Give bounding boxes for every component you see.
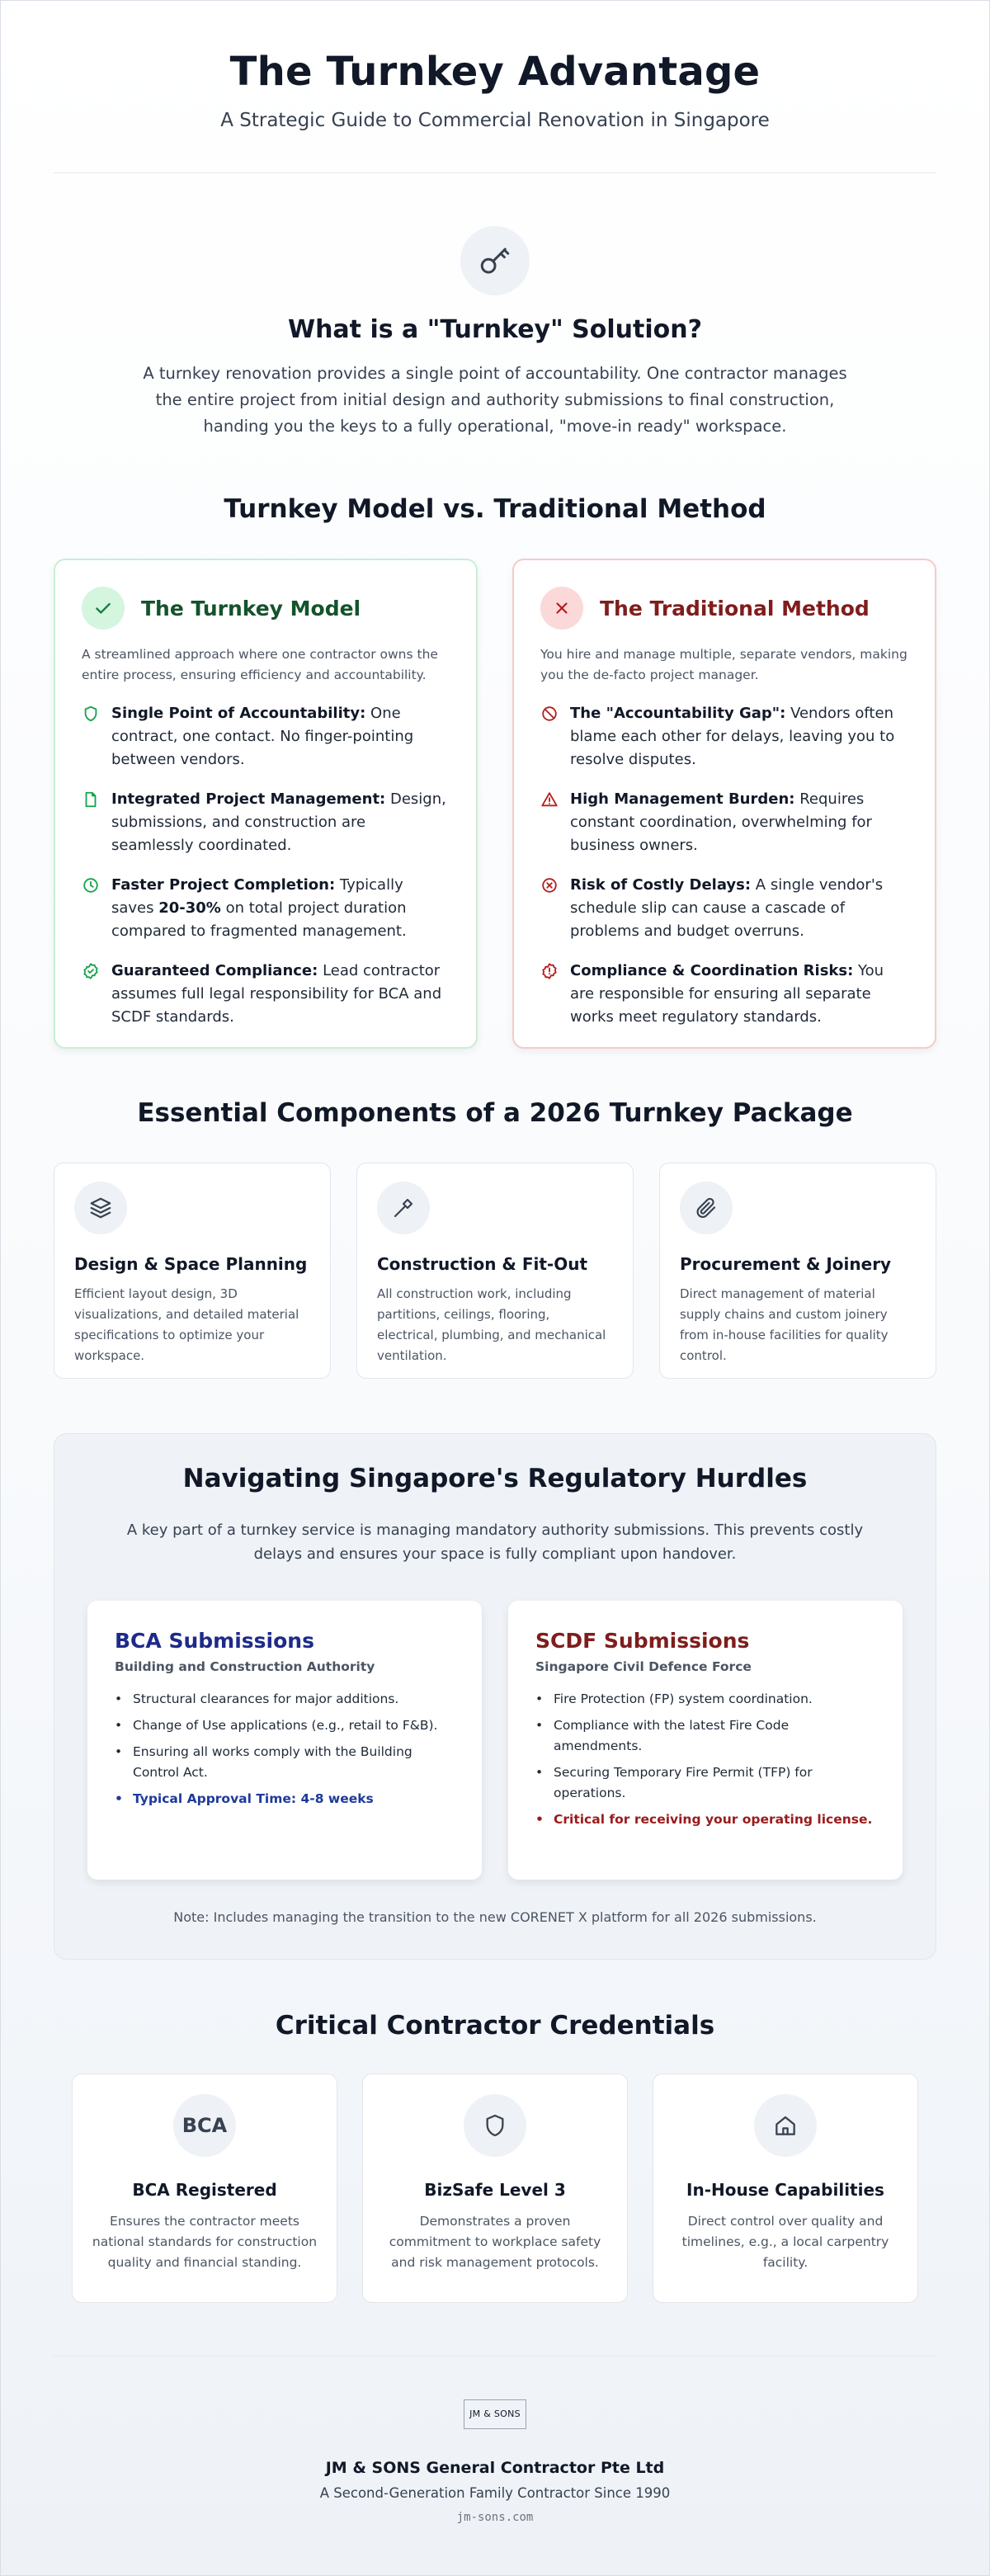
component-text: Direct management of material supply chains and custom joinery from in-house facilities for quality control. [680,1286,889,1363]
ban-icon [540,702,570,771]
x-icon [540,587,583,630]
component-card-construction [356,1163,634,1379]
list-item [540,788,908,857]
company-name: JM & SONS General Contractor Pte Ltd [325,2459,665,2477]
list-item [82,960,450,1029]
point-title: Single Point of Accountability: [111,705,366,722]
components-title: Essential Components of a 2026 Turnkey Package [137,1098,853,1128]
footer-divider [54,2356,936,2357]
clock-icon [82,874,111,943]
traditional-description: You hire and manage multiple, separate vendors, making you the de-facto project manager. [540,647,908,682]
credential-card-bca [72,2074,337,2303]
scdf-submissions-card [508,1601,903,1880]
alert-badge-icon [540,960,570,1029]
regulatory-title: Navigating Singapore's Regulatory Hurdles [182,1464,808,1493]
point-text: A single vendor's schedule slip can cause a cascade of problems and budget overruns. [570,876,884,940]
credentials-title: Critical Contractor Credentials [275,2011,715,2041]
component-card-procurement [659,1163,936,1379]
badge-check-icon [82,960,111,1029]
component-heading: Design & Space Planning [74,1254,308,1274]
credential-card-bizsafe [362,2074,628,2303]
bca-highlight: • Typical Approval Time: 4-8 weeks [115,1789,455,1809]
home-icon [754,2094,817,2157]
components-section [54,1163,936,1379]
point-title: Integrated Project Management: [111,790,386,808]
bca-heading: BCA Submissions [115,1629,314,1653]
point-title: Compliance & Coordination Risks: [570,962,854,979]
page-title: The Turnkey Advantage [229,49,761,95]
page-footer [54,2399,936,2524]
component-heading: Construction & Fit-Out [377,1254,588,1274]
shield-icon [82,702,111,771]
list-item [82,702,450,771]
list-item: • Structural clearances for major additions. [115,1689,455,1710]
point-title: Guaranteed Compliance: [111,962,318,979]
scdf-org: Singapore Civil Defence Force [535,1659,752,1674]
component-heading: Procurement & Joinery [680,1254,892,1274]
traditional-method-card [512,559,936,1049]
check-icon [82,587,125,630]
list-item: • Change of Use applications (e.g., retail to F&B). [115,1715,455,1736]
shield-icon [464,2094,526,2157]
layers-icon [74,1182,127,1234]
bca-submissions-card [87,1601,482,1880]
point-title: The "Accountability Gap": [570,705,786,722]
list-item [540,960,908,1029]
component-card-design [54,1163,331,1379]
component-text: Efficient layout design, 3D visualizations, and detailed material specifications to optimize your workspace. [74,1286,299,1363]
hammer-icon [377,1182,430,1234]
turnkey-model-card [54,559,478,1049]
comparison-title: Turnkey Model vs. Traditional Method [224,494,766,524]
intro-body: A turnkey renovation provides a single point of accountability. One contractor manages the entire project from initial design and authority submissions to final construction, handing you the keys to a fully operational, "move-in ready" workspace. [143,364,847,436]
credential-heading: In-House Capabilities [686,2180,884,2200]
point-title: Faster Project Completion: [111,876,336,894]
x-circle-icon [540,874,570,943]
point-text: Vendors often blame each other for delays, leaving you to resolve disputes. [570,705,895,768]
company-tagline: A Second-Generation Family Contractor Since 1990 [319,2485,671,2501]
point-title: Risk of Costly Delays: [570,876,752,894]
list-item: • Securing Temporary Fire Permit (TFP) for operations. [535,1762,875,1804]
list-item [540,702,908,771]
regulatory-note: Note: Includes managing the transition to the new CORENET X platform for all 2026 submissions. [173,1909,817,1925]
key-icon [460,226,530,295]
credential-text: Demonstrates a proven commitment to workplace safety and risk management protocols. [389,2214,601,2270]
intro-heading: What is a "Turnkey" Solution? [287,315,703,344]
regulatory-section [54,1433,936,1960]
page-header [54,1,936,131]
turnkey-heading: The Turnkey Model [141,596,361,620]
regulatory-intro: A key part of a turnkey service is managing mandatory authority submissions. This prevents costly delays and ensures your space is fully compliant upon handover. [126,1522,864,1563]
point-text: Design, submissions, and construction are seamlessly coordinated. [111,790,446,854]
point-highlight: 20-30% [158,899,221,917]
list-item [82,874,450,943]
credential-text: Direct control over quality and timelines, e.g., a local carpentry facility. [681,2214,889,2270]
warning-icon [540,788,570,857]
point-text: on total project duration compared to fragmented management. [111,899,407,940]
point-title: High Management Burden: [570,790,795,808]
list-item: • Compliance with the latest Fire Code amendments. [535,1715,875,1757]
list-item [82,788,450,857]
bca-org: Building and Construction Authority [115,1659,375,1674]
list-item: • Ensuring all works comply with the Building Control Act. [115,1742,455,1783]
paperclip-icon [680,1182,733,1234]
turnkey-description: A streamlined approach where one contractor owns the entire process, ensuring efficiency and accountability. [82,647,438,682]
page-subtitle: A Strategic Guide to Commercial Renovation in Singapore [220,110,770,131]
credential-card-inhouse [653,2074,918,2303]
list-item [540,874,908,943]
bca-text-icon [173,2094,236,2157]
credential-heading: BizSafe Level 3 [424,2180,566,2200]
list-item: • Fire Protection (FP) system coordination. [535,1689,875,1710]
point-text: Lead contractor assumes full legal responsibility for BCA and SCDF standards. [111,962,442,1026]
credential-text: Ensures the contractor meets national standards for construction quality and financial standing. [92,2214,318,2270]
header-divider [54,172,936,173]
point-text: Typically saves [111,876,403,917]
point-text: You are responsible for ensuring all separate works meet regulatory standards. [570,962,884,1026]
component-text: All construction work, including partitions, ceilings, flooring, electrical, plumbing, and mechanical ventilation. [377,1286,606,1363]
scdf-heading: SCDF Submissions [535,1629,750,1653]
comparison-section [54,559,936,1049]
document-icon [82,788,111,857]
scdf-highlight: • Critical for receiving your operating license. [535,1809,875,1830]
point-text: Requires constant coordination, overwhelming for business owners. [570,790,872,854]
website-link[interactable]: jm-sons.com [456,2511,534,2524]
traditional-heading: The Traditional Method [600,596,870,620]
bca-icon-label: BCA [182,2114,228,2137]
point-text: One contract, one contact. No finger-pointing between vendors. [111,705,414,768]
credential-heading: BCA Registered [132,2180,277,2200]
intro-section [54,226,936,440]
credentials-section [54,2074,936,2303]
company-logo: JM & SONS [464,2399,526,2429]
